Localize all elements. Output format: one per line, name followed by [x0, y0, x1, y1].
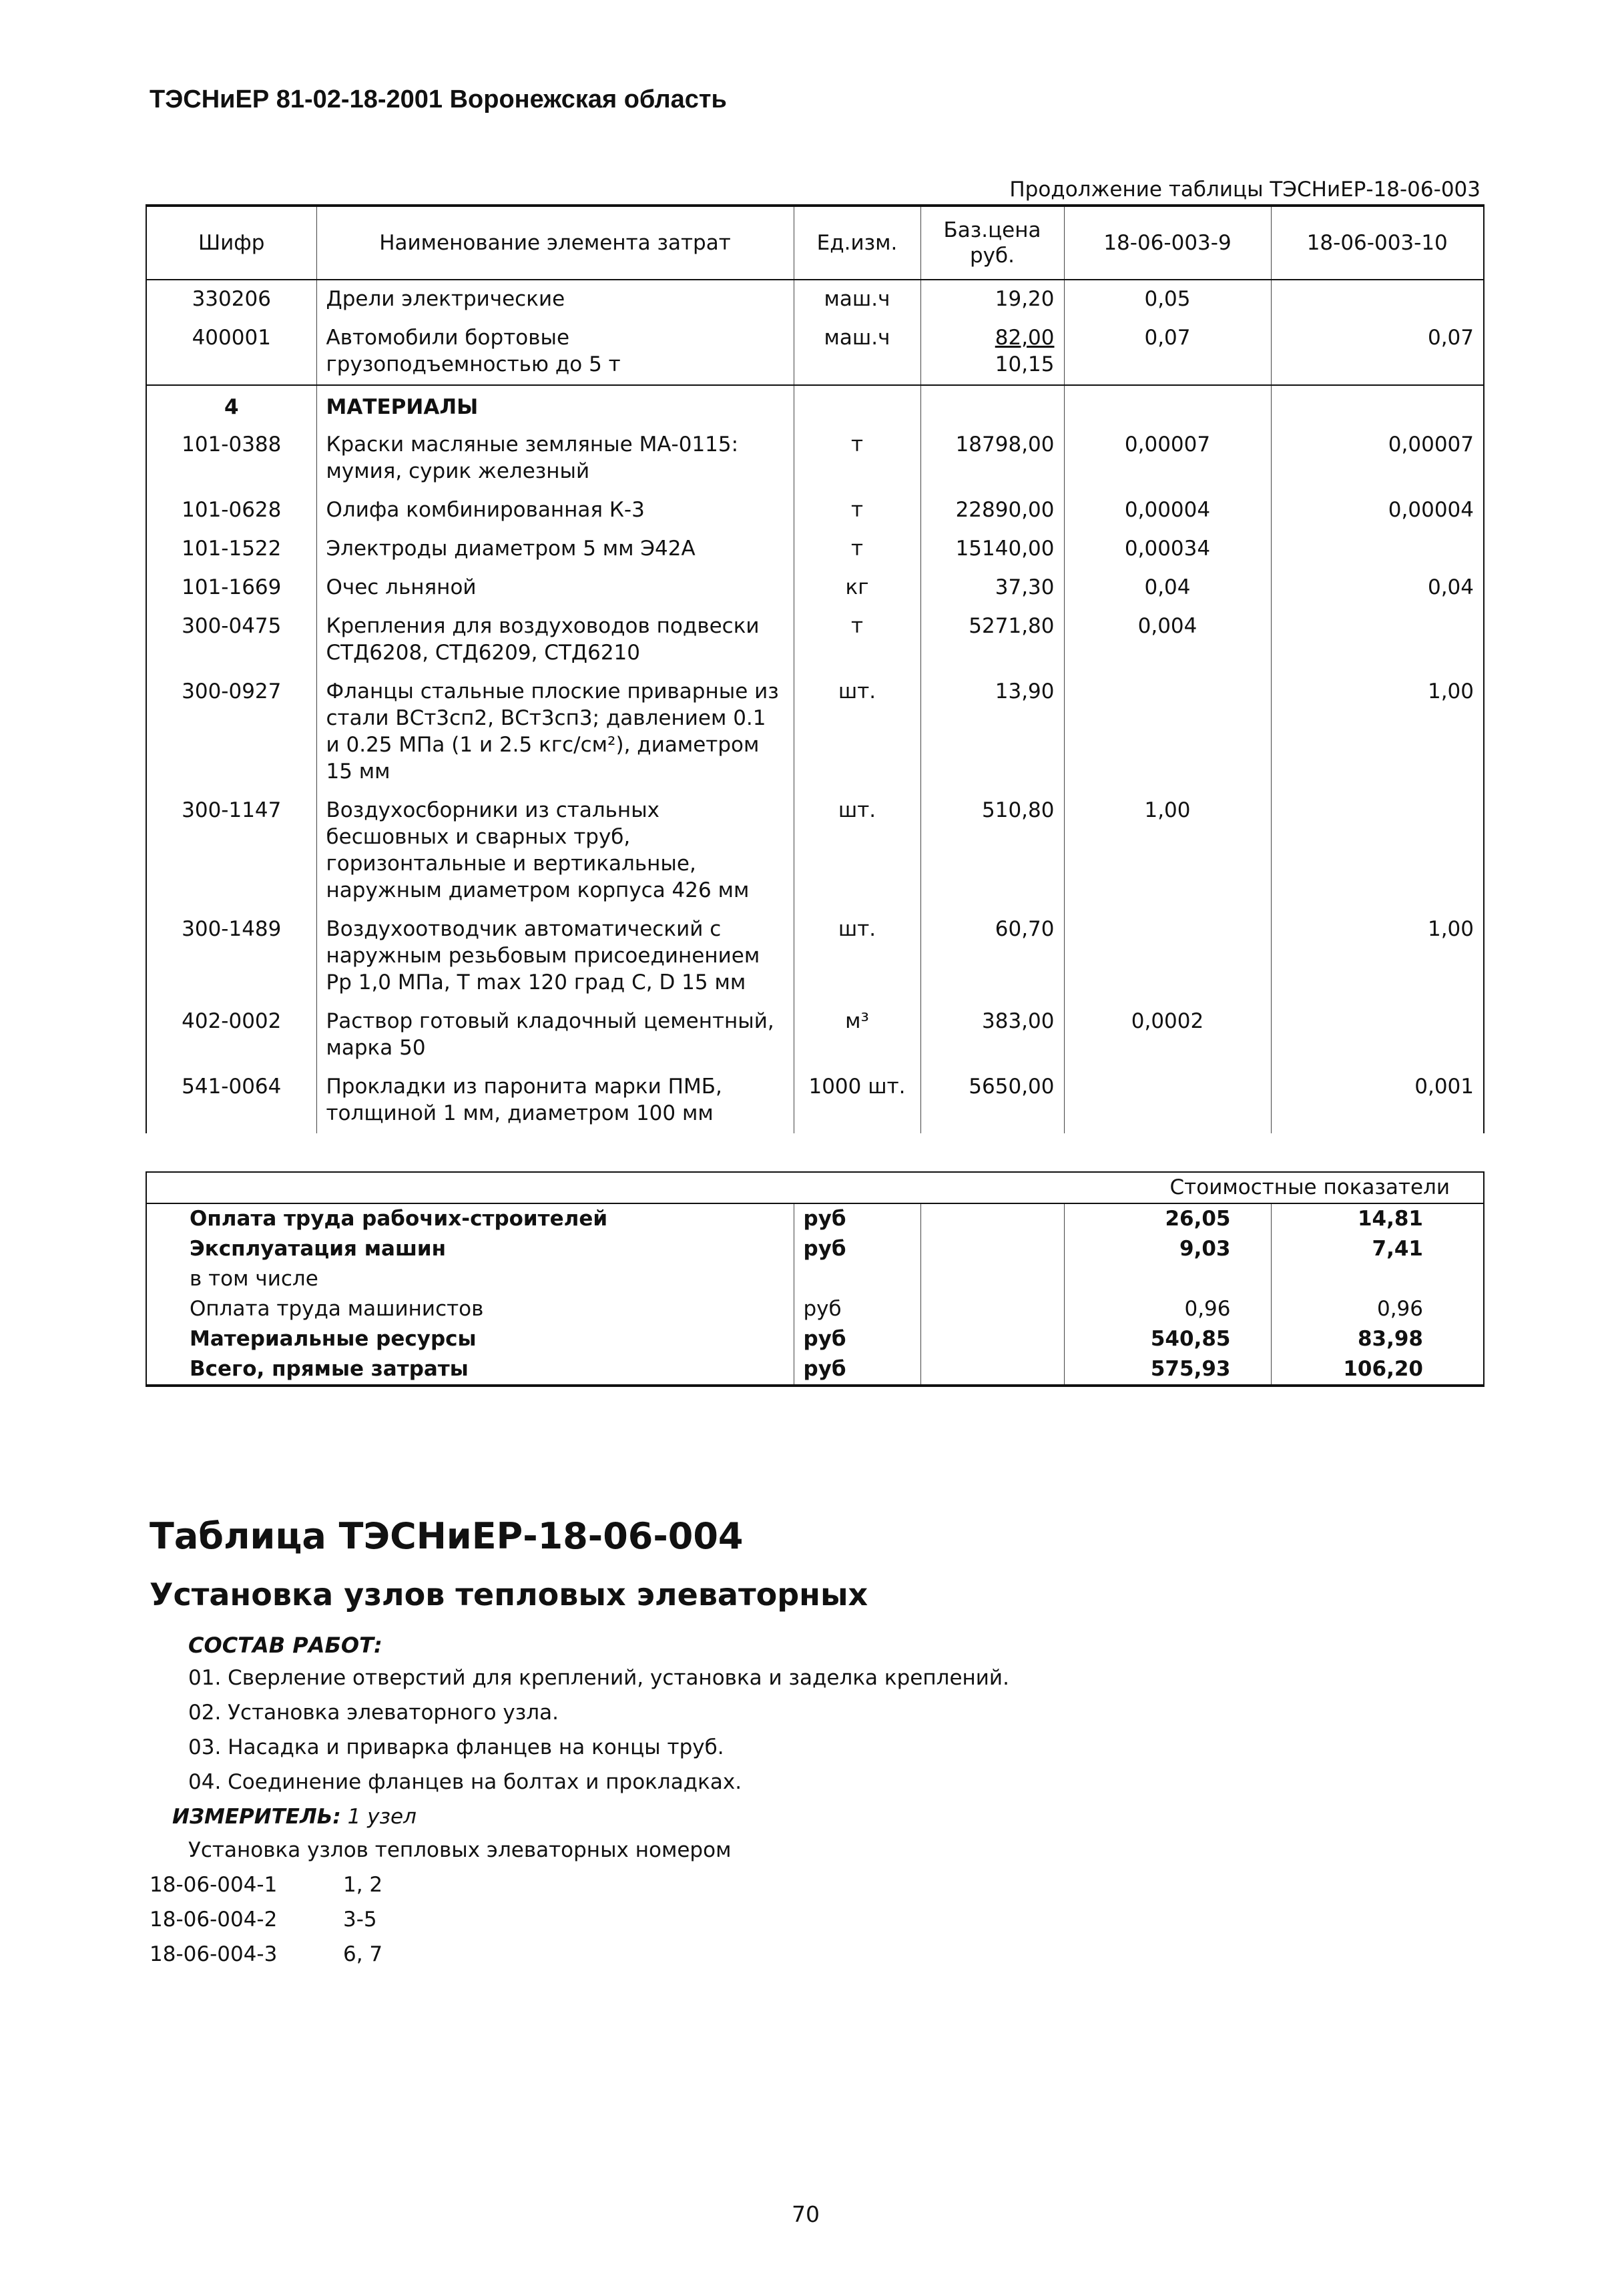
summary-unit: руб [794, 1203, 920, 1234]
row-code: 101-0628 [146, 491, 316, 530]
table-row [146, 569, 1484, 607]
row-name: Краски масляные земляные МА-0115: мумия, сурик железный [316, 426, 794, 491]
row-price: 5650,00 [920, 1068, 1064, 1133]
row-name: Фланцы стальные плоские приварные из стали ВСт3сп2, ВСт3сп3; давлением 0.1 и 0.25 МПа (1 и 2.5 кгс/см²), диаметром 15 мм [316, 673, 794, 792]
work-step: 04. Соединение фланцев на болтах и прокладках. [188, 1770, 742, 1794]
summary-caption: Стоимостные показатели [146, 1172, 1484, 1203]
summary-row [146, 1324, 1484, 1354]
row-v10: 0,00004 [1271, 491, 1484, 530]
row-v10 [1271, 1002, 1484, 1068]
number-value: 3-5 [343, 1908, 377, 1932]
summary-label: Материальные ресурсы [146, 1324, 794, 1354]
row-unit: маш.ч [794, 280, 920, 319]
section-code: 4 [146, 385, 316, 426]
row-v10: 1,00 [1271, 910, 1484, 1002]
summary-v10: 106,20 [1271, 1354, 1484, 1386]
row-v10: 1,00 [1271, 673, 1484, 792]
section-row [146, 385, 1484, 426]
summary-unit: руб [794, 1354, 920, 1386]
row-unit: кг [794, 569, 920, 607]
summary-v9: 540,85 [1064, 1324, 1271, 1354]
summary-v9: 9,03 [1064, 1234, 1271, 1264]
row-price: 60,70 [920, 910, 1064, 1002]
row-v10: 0,001 [1271, 1068, 1484, 1133]
row-code: 300-0927 [146, 673, 316, 792]
row-v10: 0,00007 [1271, 426, 1484, 491]
summary-v10: 7,41 [1271, 1234, 1484, 1264]
row-price: 18798,00 [920, 426, 1064, 491]
row-price-cell [920, 319, 1064, 385]
install-text: Установка узлов тепловых элеваторных номером [188, 1838, 732, 1862]
summary-row [146, 1234, 1484, 1264]
row-code: 400001 [146, 319, 316, 385]
number-code: 18-06-004-3 [150, 1942, 278, 1966]
number-value: 6, 7 [343, 1942, 383, 1966]
table-row [146, 1002, 1484, 1068]
header-price: Баз.цена руб. [920, 206, 1064, 280]
work-step: 02. Установка элеваторного узла. [188, 1701, 559, 1725]
row-v9: 0,00004 [1064, 491, 1271, 530]
measure-line [172, 1805, 417, 1829]
summary-row [146, 1203, 1484, 1234]
summary-label: в том числе [146, 1264, 794, 1294]
measure-value: 1 узел [347, 1805, 417, 1829]
row-unit: т [794, 607, 920, 673]
header-name: Наименование элемента затрат [316, 206, 794, 280]
resource-table [146, 204, 1485, 1133]
number-value: 1, 2 [343, 1873, 383, 1897]
row-price: 22890,00 [920, 491, 1064, 530]
row-v10: 0,04 [1271, 569, 1484, 607]
row-v10 [1271, 792, 1484, 910]
row-name: Очес льняной [316, 569, 794, 607]
row-v9: 0,00007 [1064, 426, 1271, 491]
summary-row [146, 1264, 1484, 1294]
row-name: Дрели электрические [316, 280, 794, 319]
page-number: 70 [792, 2201, 820, 2227]
row-unit: шт. [794, 792, 920, 910]
row-code: 101-1522 [146, 530, 316, 569]
row-code: 541-0064 [146, 1068, 316, 1133]
table-row [146, 491, 1484, 530]
row-v10 [1271, 607, 1484, 673]
row-code: 300-1147 [146, 792, 316, 910]
summary-row [146, 1354, 1484, 1386]
summary-v9: 575,93 [1064, 1354, 1271, 1386]
table-row [146, 319, 1484, 385]
row-unit: м³ [794, 1002, 920, 1068]
section-name: МАТЕРИАЛЫ [316, 385, 794, 426]
row-price: 5271,80 [920, 607, 1064, 673]
summary-caption-row [146, 1172, 1484, 1203]
header-code: Шифр [146, 206, 316, 280]
row-price: 383,00 [920, 1002, 1064, 1068]
row-name: Воздухоотводчик автоматический с наружным резьбовым присоединением Рр 1,0 МПа, Т max 120 град С, D 15 мм [316, 910, 794, 1002]
table-header-row [146, 206, 1484, 280]
row-name: Прокладки из паронита марки ПМБ, толщиной 1 мм, диаметром 100 мм [316, 1068, 794, 1133]
table2-title: Таблица ТЭСНиЕР-18-06-004 [150, 1515, 744, 1557]
table-row [146, 607, 1484, 673]
table-row [146, 530, 1484, 569]
work-composition-label: СОСТАВ РАБОТ: [188, 1633, 382, 1658]
header-v9: 18-06-003-9 [1064, 206, 1271, 280]
row-code: 300-0475 [146, 607, 316, 673]
row-unit: т [794, 491, 920, 530]
number-code: 18-06-004-2 [150, 1908, 278, 1932]
row-price: 510,80 [920, 792, 1064, 910]
summary-unit: руб [794, 1234, 920, 1264]
measure-label: ИЗМЕРИТЕЛЬ: [172, 1805, 341, 1829]
row-name: Автомобили бортовые грузоподъемностью до 5 т [316, 319, 794, 385]
row-code: 402-0002 [146, 1002, 316, 1068]
summary-v10: 83,98 [1271, 1324, 1484, 1354]
row-code: 101-1669 [146, 569, 316, 607]
row-name: Электроды диаметром 5 мм Э42А [316, 530, 794, 569]
row-v9 [1064, 910, 1271, 1002]
summary-unit: руб [794, 1294, 920, 1324]
row-name: Раствор готовый кладочный цементный, марка 50 [316, 1002, 794, 1068]
table-row [146, 673, 1484, 792]
summary-v9: 26,05 [1064, 1203, 1271, 1234]
number-row [150, 1942, 382, 1966]
row-unit: 1000 шт. [794, 1068, 920, 1133]
cost-summary-table [146, 1171, 1485, 1387]
row-v9: 0,07 [1064, 319, 1271, 385]
row-unit: т [794, 530, 920, 569]
summary-unit: руб [794, 1324, 920, 1354]
summary-label: Оплата труда рабочих-строителей [146, 1203, 794, 1234]
number-row [150, 1873, 382, 1897]
table2-subtitle: Установка узлов тепловых элеваторных [150, 1576, 868, 1613]
summary-label: Всего, прямые затраты [146, 1354, 794, 1386]
number-code: 18-06-004-1 [150, 1873, 278, 1897]
row-price: 19,20 [920, 280, 1064, 319]
work-step: 03. Насадка и приварка фланцев на концы труб. [188, 1735, 724, 1759]
table-row [146, 1068, 1484, 1133]
row-v9: 1,00 [1064, 792, 1271, 910]
row-code: 300-1489 [146, 910, 316, 1002]
row-v9 [1064, 1068, 1271, 1133]
row-v9: 0,04 [1064, 569, 1271, 607]
summary-v10: 0,96 [1271, 1294, 1484, 1324]
row-code: 101-0388 [146, 426, 316, 491]
row-unit: т [794, 426, 920, 491]
row-unit: шт. [794, 673, 920, 792]
row-price: 37,30 [920, 569, 1064, 607]
row-name: Воздухосборники из стальных бесшовных и сварных труб, горизонтальные и вертикальные, наружным диаметром корпуса 426 мм [316, 792, 794, 910]
table-row [146, 280, 1484, 319]
summary-v9: 0,96 [1064, 1294, 1271, 1324]
table-row [146, 426, 1484, 491]
row-price-secondary: 10,15 [995, 352, 1055, 376]
table-row [146, 792, 1484, 910]
table-row [146, 910, 1484, 1002]
row-price: 15140,00 [920, 530, 1064, 569]
summary-label: Оплата труда машинистов [146, 1294, 794, 1324]
row-name: Крепления для воздуховодов подвески СТД6208, СТД6209, СТД6210 [316, 607, 794, 673]
row-price: 82,00 [995, 326, 1055, 350]
row-v9: 0,0002 [1064, 1002, 1271, 1068]
row-v10: 0,07 [1271, 319, 1484, 385]
row-name: Олифа комбинированная К-3 [316, 491, 794, 530]
header-v10: 18-06-003-10 [1271, 206, 1484, 280]
row-unit: шт. [794, 910, 920, 1002]
header-unit: Ед.изм. [794, 206, 920, 280]
summary-row [146, 1294, 1484, 1324]
row-v10 [1271, 280, 1484, 319]
table-continuation-label: Продолжение таблицы ТЭСНиЕР-18-06-003 [1009, 178, 1480, 202]
work-step: 01. Сверление отверстий для креплений, установка и заделка креплений. [188, 1666, 1009, 1690]
row-code: 330206 [146, 280, 316, 319]
page-header: ТЭСНиЕР 81-02-18-2001 Воронежская область [150, 85, 727, 113]
row-v9: 0,00034 [1064, 530, 1271, 569]
row-v9: 0,004 [1064, 607, 1271, 673]
row-v9: 0,05 [1064, 280, 1271, 319]
row-unit: маш.ч [794, 319, 920, 385]
row-v10 [1271, 530, 1484, 569]
row-price: 13,90 [920, 673, 1064, 792]
row-v9 [1064, 673, 1271, 792]
summary-label: Эксплуатация машин [146, 1234, 794, 1264]
summary-v10: 14,81 [1271, 1203, 1484, 1234]
number-row [150, 1908, 377, 1932]
